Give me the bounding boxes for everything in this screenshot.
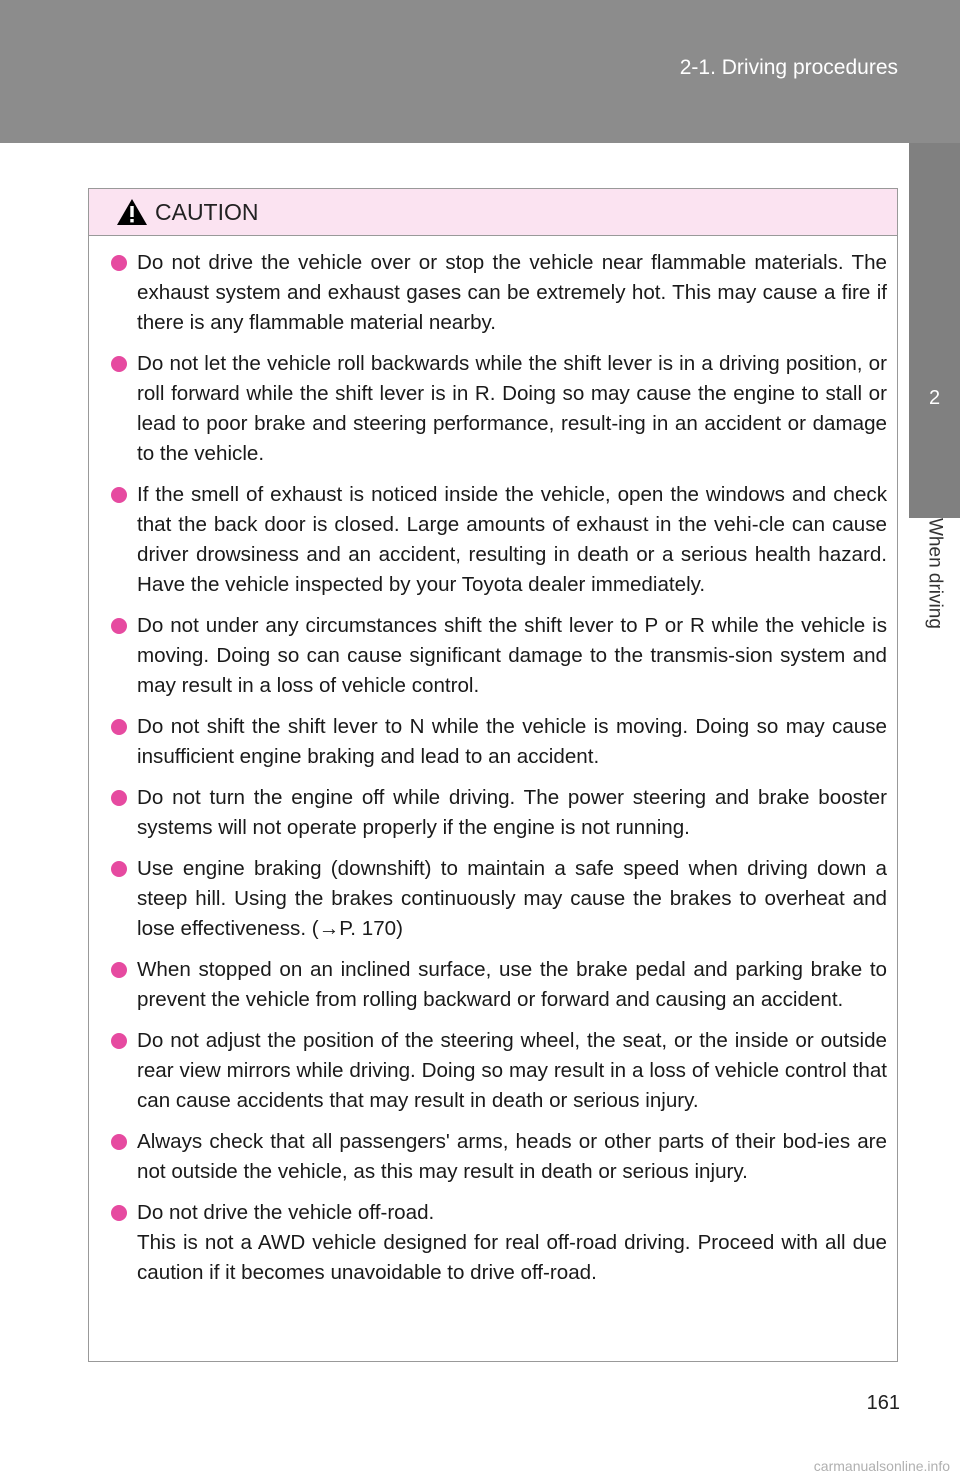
bullet-icon xyxy=(111,487,127,503)
caution-item-text: When stopped on an inclined surface, use the brake pedal and parking brake to prevent the vehicle from rolling backward or forward and causing an accident. xyxy=(137,958,887,1011)
bullet-icon xyxy=(111,1134,127,1150)
page-number: 161 xyxy=(866,1392,900,1414)
caution-header xyxy=(89,189,897,236)
bullet-icon xyxy=(111,618,127,634)
caution-item xyxy=(111,349,887,469)
caution-item xyxy=(111,854,887,944)
bullet-icon xyxy=(111,1033,127,1049)
caution-item-text: Do not adjust the position of the steering wheel, the seat, or the inside or outside rear view mirrors while driving. Doing so may result in a loss of vehicle control that can cause accidents that may result in death or serious injury. xyxy=(137,1029,887,1112)
caution-item xyxy=(111,248,887,338)
chapter-label xyxy=(909,518,960,668)
bullet-icon xyxy=(111,1205,127,1221)
warning-triangle-icon xyxy=(116,198,148,226)
bullet-icon xyxy=(111,861,127,877)
bullet-icon xyxy=(111,255,127,271)
bullet-icon xyxy=(111,962,127,978)
caution-item xyxy=(111,783,887,843)
caution-item-heading: Do not drive the vehicle off-road. xyxy=(137,1201,435,1224)
caution-item-text: Use engine braking (downshift) to maintain a safe speed when driving down a steep hill. Using the brakes continuously may cause the brakes to overheat and lose effectiveness. (→P. 170) xyxy=(137,857,887,940)
bullet-icon xyxy=(111,356,127,372)
chapter-number: 2 xyxy=(928,387,941,409)
caution-item xyxy=(111,611,887,701)
caution-item xyxy=(111,1198,887,1288)
caution-item xyxy=(111,712,887,772)
watermark: carmanualsonline.info xyxy=(813,1458,950,1474)
bullet-icon xyxy=(111,719,127,735)
caution-item-text: If the smell of exhaust is noticed inside the vehicle, open the windows and check that the back door is closed. Large amounts of exhaust in the vehi-cle can cause driver drowsiness and an accident, resulting in death or a serious health hazard. Have the vehicle inspected by your Toyota dealer immediately. xyxy=(137,483,887,596)
top-header-band xyxy=(0,0,960,143)
caution-item-text: Do not turn the engine off while driving. The power steering and brake booster systems will not operate properly if the engine is not running. xyxy=(137,786,887,839)
caution-item-text: Do not under any circumstances shift the shift lever to P or R while the vehicle is moving. Doing so can cause significant damage to the transmis-sion system and may result in a loss of vehicle control. xyxy=(137,614,887,697)
caution-item xyxy=(111,1026,887,1116)
caution-item xyxy=(111,1127,887,1187)
caution-list xyxy=(89,236,897,1288)
chapter-label-text: When driving xyxy=(924,518,946,629)
caution-item xyxy=(111,955,887,1015)
caution-item-text: Do not let the vehicle roll backwards while the shift lever is in a driving position, or roll forward while the shift lever is in R. Doing so may cause the engine to stall or lead to poor brake and steering performance, result-ing in an accident or damage to the vehicle. xyxy=(137,352,887,465)
bullet-icon xyxy=(111,790,127,806)
caution-item xyxy=(111,480,887,600)
chapter-tab[interactable] xyxy=(909,143,960,518)
caution-item-text: Do not drive the vehicle over or stop the vehicle near flammable materials. The exhaust system and exhaust gases can be extremely hot. This may cause a fire if there is any flammable material nearby. xyxy=(137,251,887,334)
caution-item-text: Always check that all passengers' arms, heads or other parts of their bod-ies are not outside the vehicle, as this may result in death or serious injury. xyxy=(137,1130,887,1183)
caution-title: CAUTION xyxy=(155,199,259,225)
caution-item-text: This is not a AWD vehicle designed for real off-road driving. Proceed with all due caution if it becomes unavoidable to drive off-road. xyxy=(137,1231,887,1284)
section-header: 2-1. Driving procedures xyxy=(679,56,898,79)
caution-item-text: Do not shift the shift lever to N while the vehicle is moving. Doing so may cause insufficient engine braking and lead to an accident. xyxy=(137,715,887,768)
caution-box xyxy=(88,188,898,1362)
